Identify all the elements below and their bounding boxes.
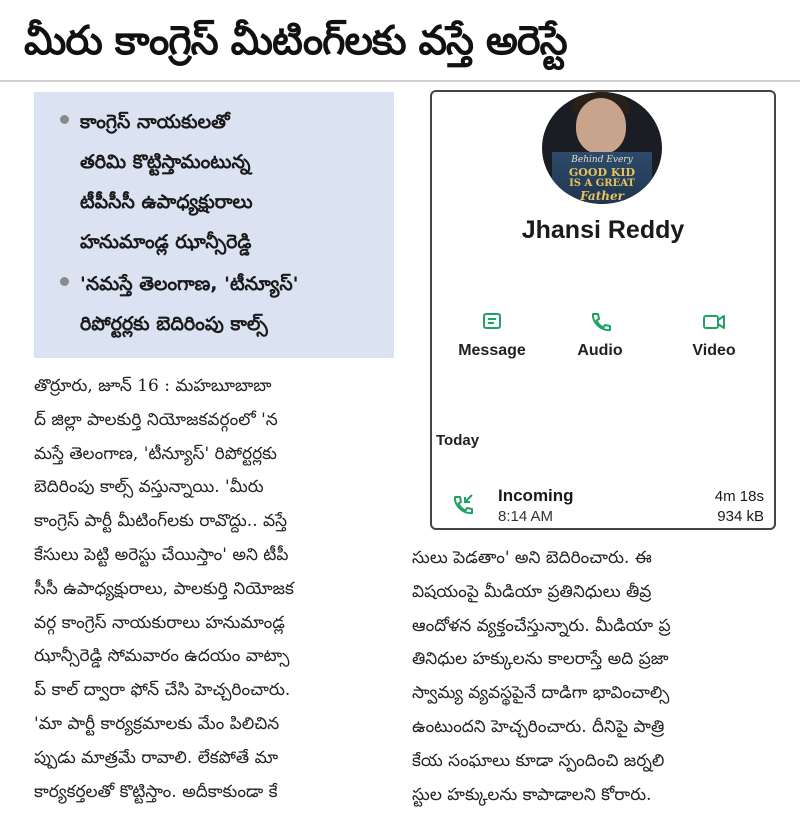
video-call-button[interactable] [664, 310, 764, 360]
highlight-item [56, 102, 384, 262]
audio-label: Audio [577, 342, 623, 359]
avatar-caption: IS A GREAT [569, 178, 635, 189]
bullet-icon [60, 277, 69, 286]
incoming-call-icon [450, 492, 476, 523]
highlight-text: 'నమస్తే తెలంగాణ, 'టీన్యూస్' రిపోర్టర్లకు బెదిరింపు కాల్స్ [80, 273, 299, 335]
call-log-row[interactable] [432, 484, 774, 528]
video-icon [664, 310, 764, 338]
avatar-caption: Father [580, 189, 624, 203]
message-label: Message [458, 342, 526, 359]
message-icon [442, 310, 542, 338]
divider [0, 80, 800, 82]
phone-icon [550, 310, 650, 338]
bullet-icon [60, 115, 69, 124]
contact-avatar[interactable] [542, 92, 662, 204]
message-button[interactable] [442, 310, 542, 360]
whatsapp-contact-screenshot [430, 90, 776, 530]
call-duration: 4m 18s [714, 488, 764, 505]
section-label: Today [436, 432, 480, 449]
avatar-face [576, 98, 626, 154]
contact-name: Jhansi Reddy [521, 216, 685, 244]
headline: మీరు కాంగ్రెస్ మీటింగ్‌లకు వస్తే అరెస్టే [24, 18, 567, 64]
video-label: Video [692, 342, 736, 359]
avatar-caption: GOOD KID [568, 166, 636, 179]
highlight-item [56, 264, 384, 344]
highlight-text: కాంగ్రెస్ నాయకులతో తరిమి కొట్టిస్తామంటున్న టీపీసీసీ ఉపాధ్యక్షురాలు హనుమాండ్ల ఝాన్సీరెడ్డి [80, 111, 253, 253]
highlight-box [34, 92, 394, 358]
call-size: 934 kB [717, 508, 764, 525]
audio-call-button[interactable] [550, 310, 650, 360]
call-type: Incoming [498, 486, 574, 505]
avatar-caption: Behind Every [571, 155, 633, 165]
article-column-left: తొర్రూరు, జూన్ 16 : మహబూబాబా ద్ జిల్లా పాలకుర్తి నియోజకవర్గంలో 'న మస్తే తెలంగాణ, 'టీన్యూస్' రిపోర్టర్లకు బెదిరింపు కాల్స్ వస్తున్నాయి. 'మీరు కాంగ్రెస్ పార్టీ మీటింగ్‌లకు రావొద్దు.. వస్తే కేసులు పెట్టి అరెస్టు చేయిస్తాం' అని టీపీ సీసీ ఉపాధ్యక్షురాలు, పాలకుర్తి నియోజక వర్గ కాంగ్రెస్ నాయకురాలు హనుమాండ్ల ఝాన్సీరెడ్డి సోమవారం ఉదయం వాట్సా ప్ కాల్ ద్వారా ఫోన్ చేసి హెచ్చరించారు. 'మా పార్టీ కార్యక్రమాలకు మేం పిలిచిన ప్పుడు మాత్రమే రావాలి. లేకపోతే మా కార్యకర్తలతో కొట్టిస్తాం. అదీకాకుండా కే [34, 376, 294, 802]
call-time: 8:14 AM [498, 508, 554, 525]
article-column-right: సులు పెడతాం' అని బెదిరించారు. ఈ విషయంపై మీడియా ప్రతినిధులు తీవ్ర ఆందోళన వ్యక్తంచేస్తున్నారు. మీడియా ప్ర తినిధుల హక్కులను కాలరాస్తే అది ప్రజా స్వామ్య వ్యవస్థపైనే దాడిగా భావించాల్సి ఉంటుందని హెచ్చరించారు. దీనిపై పాత్రి కేయ సంఘాలు కూడా స్పందించి జర్నలి స్టుల హక్కులను కాపాడాలని కోరారు. [412, 548, 671, 805]
